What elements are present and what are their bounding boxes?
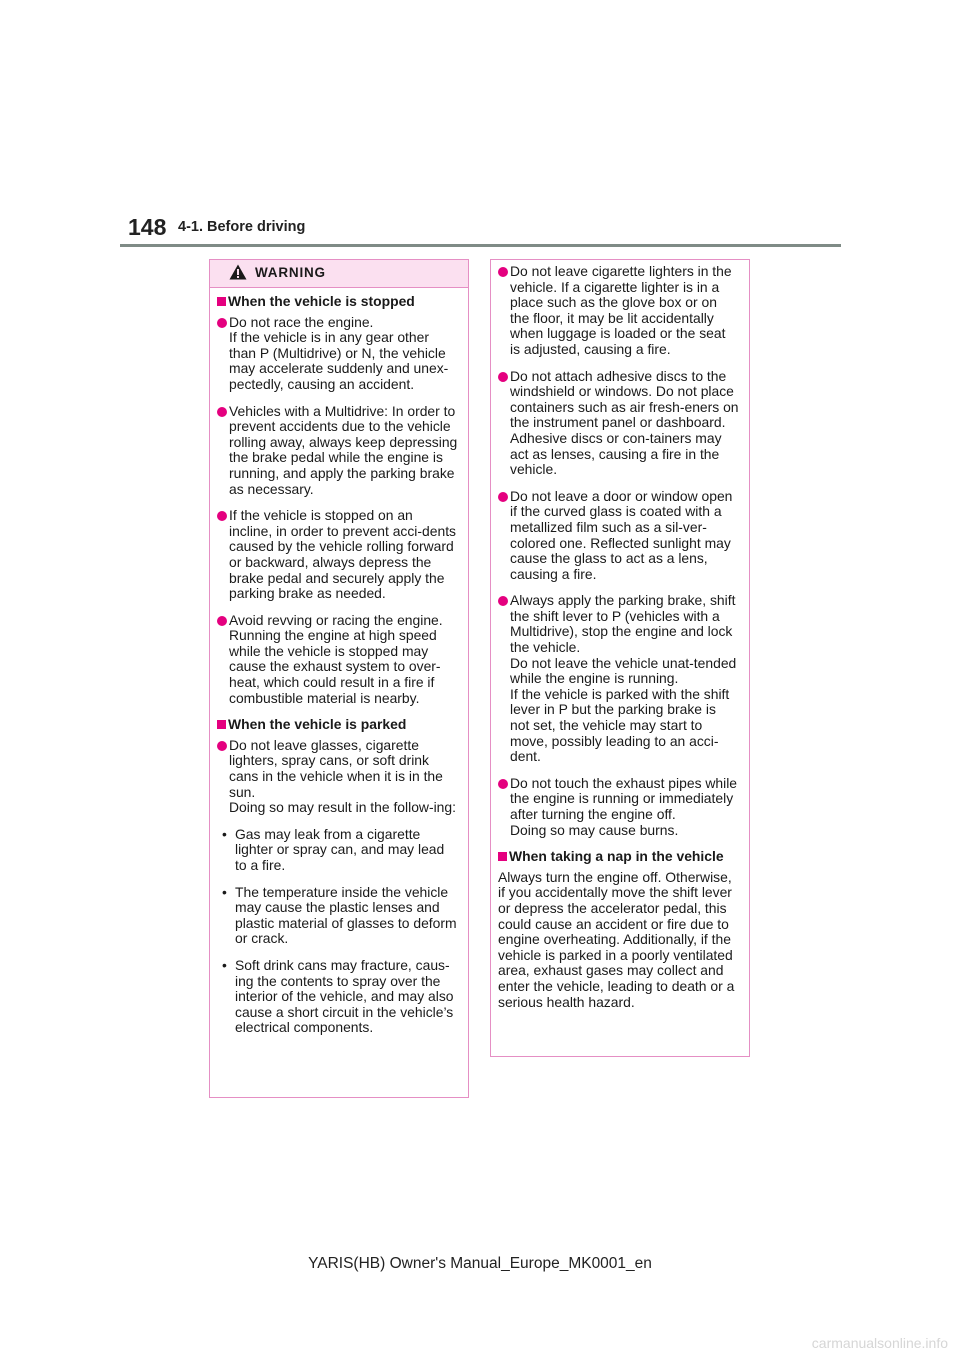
list-item: Avoid revving or racing the engine. Running the engine at high speed while the vehicle is stopped may cause the exhaust system to over-heat, which could result in a fire if combustible material is nearby.: [217, 613, 458, 707]
circle-bullet-icon: [498, 267, 508, 277]
footer-manual-id: YARIS(HB) Owner's Manual_Europe_MK0001_en: [308, 1255, 652, 1272]
list-item: Do not race the engine. If the vehicle is in any gear other than P (Multidrive) or N, the vehicle may accelerate suddenly and unex-pectedly, causing an accident.: [217, 315, 458, 393]
circle-bullet-icon: [498, 779, 508, 789]
sub-bullet-icon: •: [222, 883, 227, 900]
heading-nap-in-vehicle: When taking a nap in the vehicle: [498, 849, 739, 865]
warning-box-left: [209, 259, 469, 1098]
list-item: Do not leave glasses, cigarette lighters, spray cans, or soft drink cans in the vehicle when it is in the sun. Doing so may result in the follow-ing:: [217, 738, 458, 816]
circle-bullet-icon: [498, 492, 508, 502]
list-item: Do not attach adhesive discs to the windshield or windows. Do not place containers such as air fresh-eners on the instrument panel or dashboard. Adhesive discs or con-tainers may act as lenses, causing a fire in the vehicle.: [498, 369, 739, 478]
circle-bullet-icon: [217, 616, 227, 626]
square-bullet-icon: [217, 297, 226, 306]
list-item: Do not touch the exhaust pipes while the engine is running or immediately after turning the engine off. Doing so may cause burns.: [498, 776, 739, 838]
warning-triangle-icon: [229, 264, 247, 280]
watermark: carmanualsonline.info: [811, 1335, 948, 1351]
warning-title: WARNING: [255, 265, 326, 280]
list-item: Do not leave a door or window open if the curved glass is coated with a metallized film such as a sil-ver-colored one. Reflected sunlight may cause the glass to act as a lens, causing a fire.: [498, 489, 739, 583]
sub-bullet-icon: •: [222, 956, 227, 973]
circle-bullet-icon: [217, 407, 227, 417]
square-bullet-icon: [217, 720, 226, 729]
warning-header: [210, 260, 468, 288]
list-item: If the vehicle is stopped on an incline, in order to prevent acci-dents caused by the vehicle rolling forward or backward, always depress the brake pedal and securely apply the parking brake as needed.: [217, 508, 458, 602]
header-rule: [120, 244, 841, 247]
sub-list-item: • The temperature inside the vehicle may cause the plastic lenses and plastic material of glasses to deform or crack.: [222, 883, 457, 947]
heading-vehicle-parked: When the vehicle is parked: [217, 717, 458, 733]
warning-box-right: [490, 259, 750, 1057]
list-item: Do not leave cigarette lighters in the vehicle. If a cigarette lighter is in a place such as the glove box or on the floor, it may be lit accidentally when luggage is loaded or the seat is adjusted, causing a fire.: [498, 264, 739, 358]
list-item: Vehicles with a Multidrive: In order to prevent accidents due to the vehicle rolling away, always keep depressing the brake pedal while the engine is running, and apply the parking brake as necessary.: [217, 404, 458, 498]
sub-list-item: • Soft drink cans may fracture, caus-ing the contents to spray over the interior of the vehicle, and may also cause a short circuit in the vehicle’s electrical components.: [222, 956, 454, 1036]
sub-list-item: • Gas may leak from a cigarette lighter or spray can, and may lead to a fire.: [222, 825, 445, 873]
section-title: 4-1. Before driving: [178, 219, 306, 235]
sub-bullet-icon: •: [222, 825, 227, 842]
square-bullet-icon: [498, 852, 507, 861]
circle-bullet-icon: [217, 318, 227, 328]
list-item: Always apply the parking brake, shift the shift lever to P (vehicles with a Multidrive), stop the engine and lock the vehicle. Do not leave the vehicle unat-tended while the engine is running. If the vehicle is parked with the shift lever in P but the parking brake is not set, the vehicle may start to move, possibly leading to an acci-dent.: [498, 593, 739, 765]
circle-bullet-icon: [498, 372, 508, 382]
nap-paragraph: Always turn the engine off. Otherwise, if you accidentally move the shift lever or depress the accelerator pedal, this could cause an accident or fire due to engine overheating. Additionally, if the vehicle is parked in a poorly ventilated area, exhaust gases may collect and enter the vehicle, leading to death or a serious health hazard.: [498, 868, 735, 1010]
circle-bullet-icon: [498, 596, 508, 606]
circle-bullet-icon: [217, 741, 227, 751]
circle-bullet-icon: [217, 511, 227, 521]
heading-vehicle-stopped: When the vehicle is stopped: [217, 294, 458, 310]
page-number: 148: [128, 214, 167, 240]
